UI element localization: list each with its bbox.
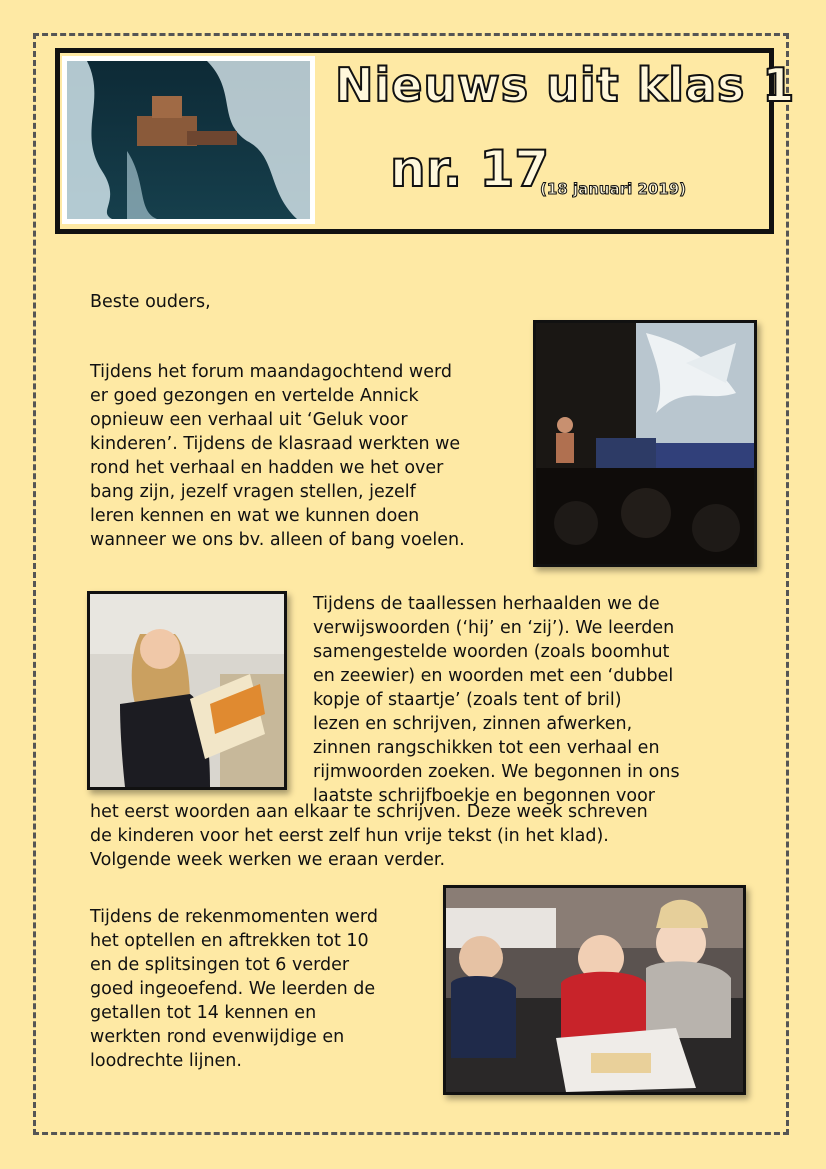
paragraph-language-full: het eerst woorden aan elkaar te schrijven. Deze week schreven de kinderen voor het eerst zelf hun vrije tekst (in het klad). Volgende week werken we eraan verder. (90, 802, 648, 870)
greeting: Beste ouders, (90, 292, 211, 312)
issue-date: (18 januari 2019) (540, 180, 687, 198)
issue-number: nr. 17 (390, 140, 550, 198)
paragraph-math: Tijdens de rekenmomenten werd het optellen en aftrekken tot 10 en de splitsingen tot 6 verder goed ingeoefend. We leerden de getallen tot 14 kennen en werkten rond evenwijdige en loodrechte lijnen. (90, 907, 378, 1071)
photo-math-game (443, 885, 746, 1095)
paragraph-forum: Tijdens het forum maandagochtend werd er goed gezongen en vertelde Annick opnieuw een verhaal uit ‘Geluk voor kinderen’. Tijdens de klasraad werkten we rond het verhaal en hadden we het over bang zijn, jezelf vragen stellen, jezelf leren kennen en wat we kunnen doen wanneer we ons bv. alleen of bang voelen. (90, 362, 465, 550)
photo-reading-girl (87, 591, 287, 790)
newsletter-title: Nieuws uit klas 1 (335, 58, 796, 112)
header-photo (62, 56, 315, 224)
photo-storyteller (533, 320, 757, 567)
paragraph-language-side: Tijdens de taallessen herhaalden we de verwijswoorden (‘hij’ en ‘zij’). We leerden samengestelde woorden (zoals boomhut en zeewier) en woorden met een ‘dubbel kopje of staartje’ (zoals tent of bril) lezen en schrijven, zinnen afwerken, zinnen rangschikken tot een verhaal en rijmwoorden zoeken. We begonnen in ons laatste schrijfboekje en begonnen voor (313, 594, 680, 806)
